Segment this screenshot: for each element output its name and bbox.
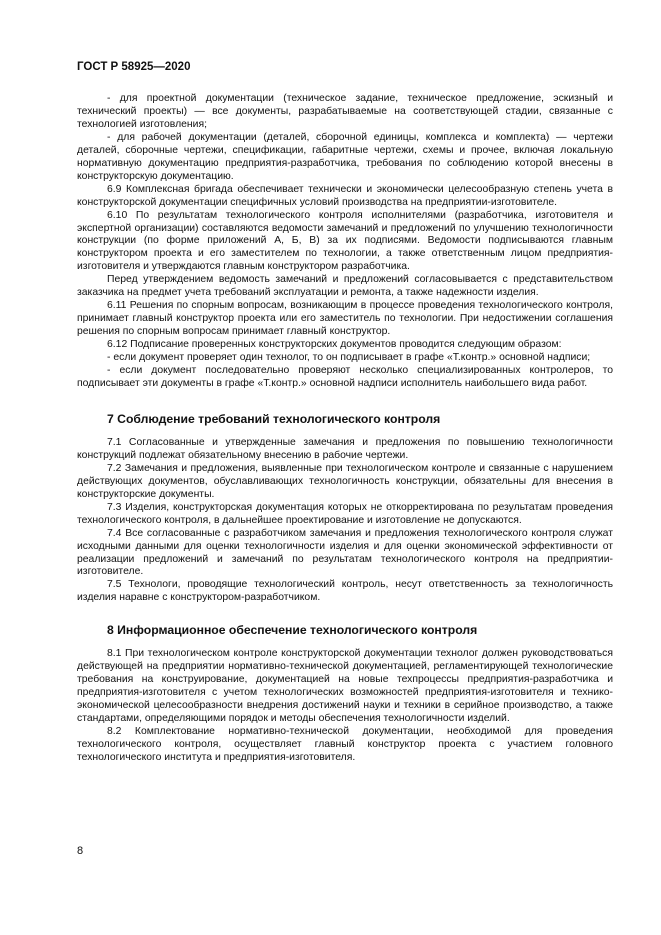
paragraph: - для рабочей документации (деталей, сборочной единицы, комплекса и комплекта) — чертежи деталей, сборочные чертежи, спецификации, габаритные чертежи, схемы и прочее, включая локальную нормативную документацию предприятия-разработчика, требования по соблюдению которой внесены в конструкторскую документацию. — [77, 131, 613, 182]
page-content — [77, 93, 613, 765]
paragraph: 7.3 Изделия, конструкторская документация которых не откорректирована по результатам проведения технологического контроля, в дальнейшее проектирование и изготовление не допускаются. — [77, 501, 613, 526]
paragraph: 7.5 Технологи, проводящие технологический контроль, несут ответственность за технологичность изделия наравне с конструктором-разработчиком. — [77, 579, 613, 604]
paragraph: 6.11 Решения по спорным вопросам, возникающим в процессе проведения технологического контроля, принимает главный конструктор проекта или его заместитель по технологии. При недостижении соглашения решения по спорным вопросам принимает главный конструктор. — [77, 300, 613, 338]
document-header: ГОСТ Р 58925—2020 — [77, 61, 191, 73]
paragraph: 6.9 Комплексная бригада обеспечивает технически и экономически целесообразную степень учета в конструкторской документации специфичных условий производства на предприятии-изготовителе. — [77, 183, 613, 208]
paragraph: 8.1 При технологическом контроле конструкторской документации технолог должен руководствоваться действующей на предприятии нормативно-технической документацией, регламентирующей технологические требования на конструирование, документацией на новые техпроцессы предприятия-разработчика и предприятия-изготовителя с учетом технологических возможностей предприятия-изготовителя и технико-экономической целесообразности внедрения достижений науки и техники в серийное производство, а также стандартами, определяющими порядок и методы обеспечения технологичности изделий. — [77, 648, 613, 725]
section-7-heading: 7 Соблюдение требований технологического контроля — [107, 411, 441, 426]
paragraph: 8.2 Комплектование нормативно-технической документации, необходимой для проведения технологического контроля, осуществляет главный конструктор проекта с участием головного технологического института и предприятия-изготовителя. — [77, 726, 613, 763]
paragraph: - для проектной документации (техническое задание, техническое предложение, эскизный и технический проекты) — все документы, разрабатываемые на соответствующей стадии, связанные с технологией изготовления; — [77, 93, 613, 130]
paragraph: 6.12 Подписание проверенных конструкторских документов проводится следующим образом: — [107, 339, 562, 351]
paragraph: 6.10 По результатам технологического контроля исполнителями (разработчика, изготовителя и экспертной организации) составляются ведомости замечаний и предложений по улучшению технологичности конструкции (по форме приложений А, Б, В) за их подписями. Ведомости подписываются главным конструктором проекта и его заместителем по технологии, а также ответственным лицом предприятия-изготовителя и утверждаются главным конструктором разработчика. — [77, 209, 613, 273]
paragraph: Перед утверждением ведомость замечаний и предложений согласовывается с представительством заказчика на предмет учета требований эксплуатации и ремонта, а также надежности изделия. — [77, 274, 613, 299]
paragraph: 7.1 Согласованные и утвержденные замечания и предложения по повышению технологичности конструкций подлежат обязательному внесению в рабочие чертежи. — [77, 436, 613, 461]
paragraph: - если документ последовательно проверяют несколько специализированных контролеров, то подписывает эти документы в графе «Т.контр.» основной надписи исполнитель наибольшего вида работ. — [77, 365, 613, 389]
paragraph: - если документ проверяет один технолог, то он подписывает в графе «Т.контр.» основной надписи; — [107, 352, 591, 364]
page-number: 8 — [77, 845, 84, 857]
paragraph: 7.4 Все согласованные с разработчиком замечания и предложения технологического контроля служат исходными данными для оценки технологичности изделия и для оценки экономической эффективности от реализации предложений и замечаний по результатам технологического контроля на предприятии-изготовителе. — [77, 527, 613, 578]
paragraph: 7.2 Замечания и предложения, выявленные при технологическом контроле и связанные с нарушением действующих документов, обуславливающих технологичность конструкции, обязательны для внесения в конструкторские документы. — [77, 462, 613, 500]
section-8-heading: 8 Информационное обеспечение технологического контроля — [107, 623, 478, 638]
